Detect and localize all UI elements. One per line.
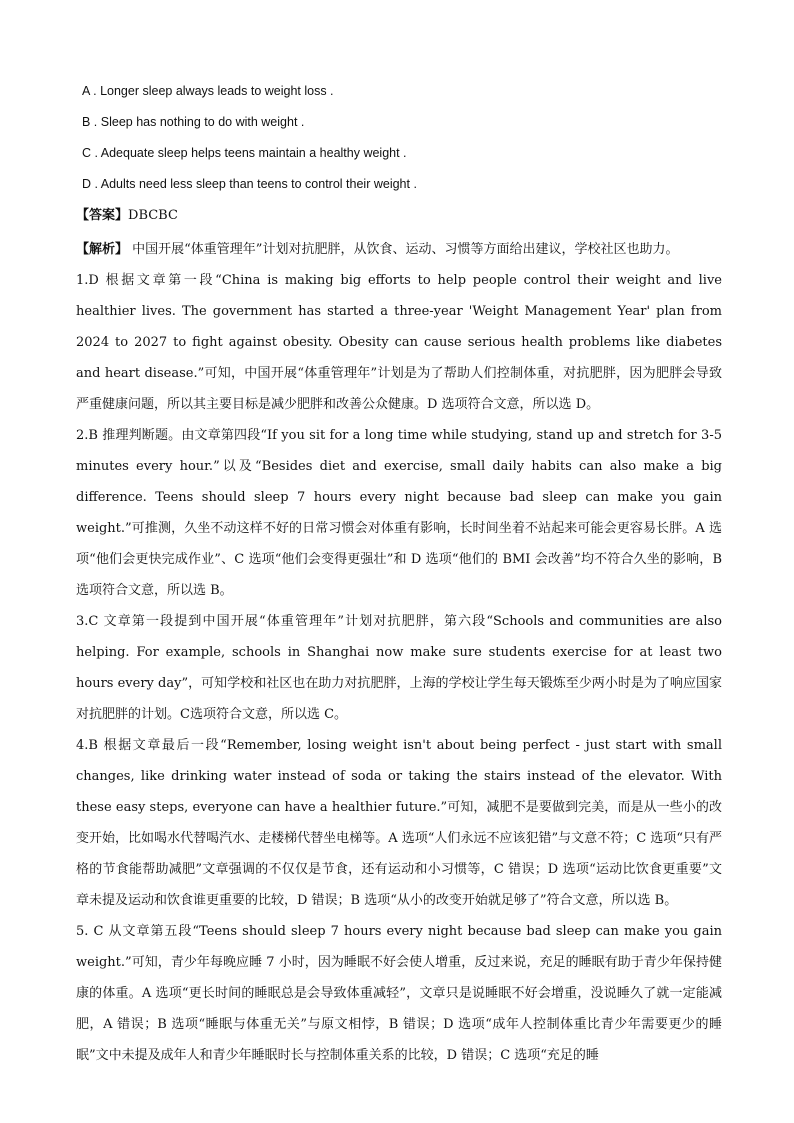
solution-body <box>76 203 722 1071</box>
explanation-2: 2.B 推理判断题。由文章第四段“If you sit for a long time while studying, stand up and stretch for 3-5 minutes every hour.”以及“Besides diet and exercise, small daily habits can also make a big difference. Teens should sleep 7 hours every night because bad sleep can make you gain weight.”可推测，久坐不动这样不好的日常习惯会对体重有影响，长时间坐着不站起来可能会更容易长胖。A 选项“他们会更快完成作业”、C 选项“他们会变得更强壮”和 D 选项“他们的 BMI 会改善”均不符合久坐的影响，B 选项符合文意，所以选 B。 <box>76 428 722 598</box>
explanation-3: 3.C 文章第一段提到中国开展“体重管理年”计划对抗肥胖，第六段“Schools and communities are also helping. For example, schools in Shanghai now make sure students exercise for at least two hours every day”，可知学校和社区也在助力对抗肥胖，上海的学校让学生每天锻炼至少两小时是为了响应国家对抗肥胖的计划。C选项符合文意，所以选 C。 <box>76 614 722 722</box>
analysis-paragraph <box>76 234 722 265</box>
option-b: B . Sleep has nothing to do with weight . <box>82 115 305 129</box>
answer-options <box>82 79 762 203</box>
analysis-text: 中国开展“体重管理年”计划对抗肥胖，从饮食、运动、习惯等方面给出建议，学校社区也助力。 <box>128 242 679 257</box>
explanation-5: 5. C 从文章第五段“Teens should sleep 7 hours every night because bad sleep can make you gain weight.”可知，青少年每晚应睡 7 小时，因为睡眠不好会使人增重，反过来说，充足的睡眠有助于青少年保持健康的体重。A 选项“更长时间的睡眠总是会导致体重减轻”，文章只是说睡眠不好会增重，没说睡久了就一定能减肥，A 错误；B 选项“睡眠与体重无关”与原文相悖，B 错误；D 选项“成年人控制体重比青少年需要更少的睡眠”文中未提及成年人和青少年睡眠时长与控制体重关系的比较，D 错误；C 选项“充足的睡 <box>76 924 722 1063</box>
analysis-tag: 【解析】 <box>76 242 129 257</box>
answer-line <box>76 203 722 234</box>
option-d: D . Adults need less sleep than teens to control their weight . <box>82 177 417 191</box>
answer-tag: 【答案】 <box>76 208 129 223</box>
option-c: C . Adequate sleep helps teens maintain a healthy weight . <box>82 146 407 160</box>
answer-value: DBCBC <box>128 208 178 223</box>
explanation-4: 4.B 根据文章最后一段“Remember, losing weight isn't about being perfect - just start with small changes, like drinking water instead of soda or taking the stairs instead of the elevator. With these easy steps, everyone can have a healthier future.”可知，减肥不是要做到完美，而是从一些小的改变开始，比如喝水代替喝汽水、走楼梯代替坐电梯等。A 选项“人们永远不应该犯错”与文意不符；C 选项“只有严格的节食能帮助减肥”文章强调的不仅仅是节食，还有运动和小习惯等，C 错误；D 选项“运动比饮食更重要”文章未提及运动和饮食谁更重要的比较，D 错误；B 选项“从小的改变开始就足够了”符合文意，所以选 B。 <box>76 738 722 908</box>
option-a: A . Longer sleep always leads to weight loss . <box>82 84 334 98</box>
explanation-1: 1.D 根据文章第一段“China is making big efforts to help people control their weight and live healthier lives. The government has started a three-year 'Weight Management Year' plan from 2024 to 2027 to fight against obesity. Obesity can cause serious health problems like diabetes and heart disease.”可知，中国开展“体重管理年”计划是为了帮助人们控制体重，对抗肥胖，因为肥胖会导致严重健康问题，所以其主要目标是减少肥胖和改善公众健康。D 选项符合文意，所以选 D。 <box>76 273 722 412</box>
